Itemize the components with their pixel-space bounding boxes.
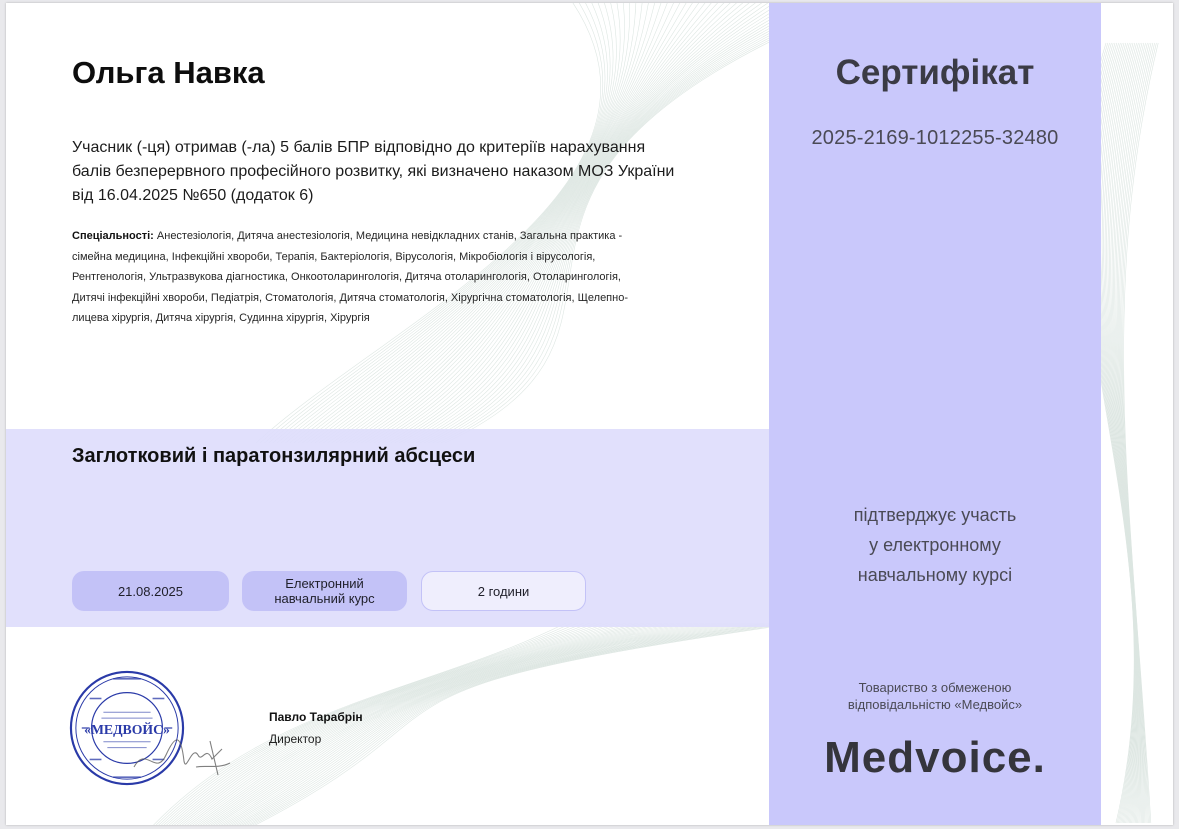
wave-line: [208, 623, 722, 825]
brand-logo: Medvoice.: [824, 733, 1046, 782]
course-type-line: навчальний курс: [274, 591, 375, 606]
wave-line: [386, 3, 783, 443]
wave-line: [235, 623, 788, 825]
wave-line: [204, 623, 710, 825]
wave-line: [403, 3, 811, 443]
confirmation-line: у електронному: [869, 535, 1001, 555]
course-type-badge: [242, 571, 407, 611]
specialties-line: Рентгенологія, Ультразвукова діагностика, Онкоотоларингологія, Дитяча отоларингологія, Отоларингологія,: [72, 271, 621, 284]
specialties-line: лицева хірургія, Дитяча хірургія, Судинна хірургія, Хірургія: [72, 312, 370, 325]
wave-line: [348, 3, 720, 443]
wave-line: [344, 3, 713, 443]
wave-line: [206, 623, 716, 825]
statement-line: балів безперервного професійного розвитку, які визначено наказом МОЗ України: [72, 163, 675, 180]
wave-line: [302, 3, 643, 443]
statement-line: від 16.04.2025 №650 (додаток 6): [72, 187, 314, 204]
confirmation-line: навчальному курсі: [857, 565, 1013, 585]
wave-line: [306, 3, 650, 443]
company-line: відповідальністю «Медвойс»: [847, 697, 1023, 712]
statement-text: [72, 136, 732, 208]
course-title: Заглотковий і паратонзилярний абсцеси: [72, 445, 476, 467]
signer-name: Павло Тарабрін: [269, 710, 363, 724]
recipient-name: Ольга Навка: [72, 55, 265, 90]
wave-line: [199, 623, 698, 825]
certificate-title: Сертифікат: [835, 53, 1035, 92]
wave-line: [315, 3, 664, 443]
certificate-number: 2025-2169-1012255-32480: [811, 127, 1059, 149]
wave-line: [201, 623, 704, 825]
signer-role: Директор: [269, 732, 322, 746]
course-type-line: Електронний: [285, 576, 364, 591]
wave-line: [382, 3, 776, 443]
specialties-line: Дитячі інфекційні хвороби, Педіатрія, Стоматологія, Дитяча стоматологія, Хірургічна стоматологія, Щелепно-: [72, 291, 628, 304]
confirmation-line: підтверджує участь: [853, 505, 1017, 525]
seal-center-text: «МЕДВОЙС»: [84, 721, 170, 737]
specialties-text: Анестезіологія, Дитяча анестезіологія, Медицина невідкладних станів, Загальна практика -: [156, 230, 623, 242]
wave-line: [390, 3, 790, 443]
wave-line: [340, 3, 706, 443]
specialties-list: [72, 226, 732, 329]
wave-line: [374, 3, 762, 443]
wave-line: [264, 3, 605, 443]
wave-line: [395, 3, 797, 443]
course-duration-badge: 2 години: [421, 571, 586, 611]
specialties-line: [72, 226, 732, 247]
wave-line: [196, 623, 692, 825]
statement-line: Учасник (-ця) отримав (-ла) 5 балів БПР відповідно до критеріїв нарахування: [72, 139, 646, 156]
wave-line: [194, 623, 686, 825]
wave-line: [332, 3, 692, 443]
wave-line: [369, 3, 755, 443]
handwritten-signature-icon: [126, 715, 236, 785]
company-name: [769, 679, 1101, 713]
certificate: [6, 3, 1173, 825]
company-line: Товариство з обмеженою: [858, 680, 1012, 695]
wave-line: [211, 623, 728, 825]
specialties-line: сімейна медицина, Інфекційні хвороби, Терапія, Бактеріологія, Вірусологія, Мікробіологія і вірусологія,: [72, 250, 596, 263]
wave-line: [336, 3, 699, 443]
course-date-badge: 21.08.2025: [72, 571, 229, 611]
wave-line: [399, 3, 804, 443]
confirmation-text: [769, 500, 1101, 590]
specialties-label: Спеціальності:: [72, 230, 154, 242]
